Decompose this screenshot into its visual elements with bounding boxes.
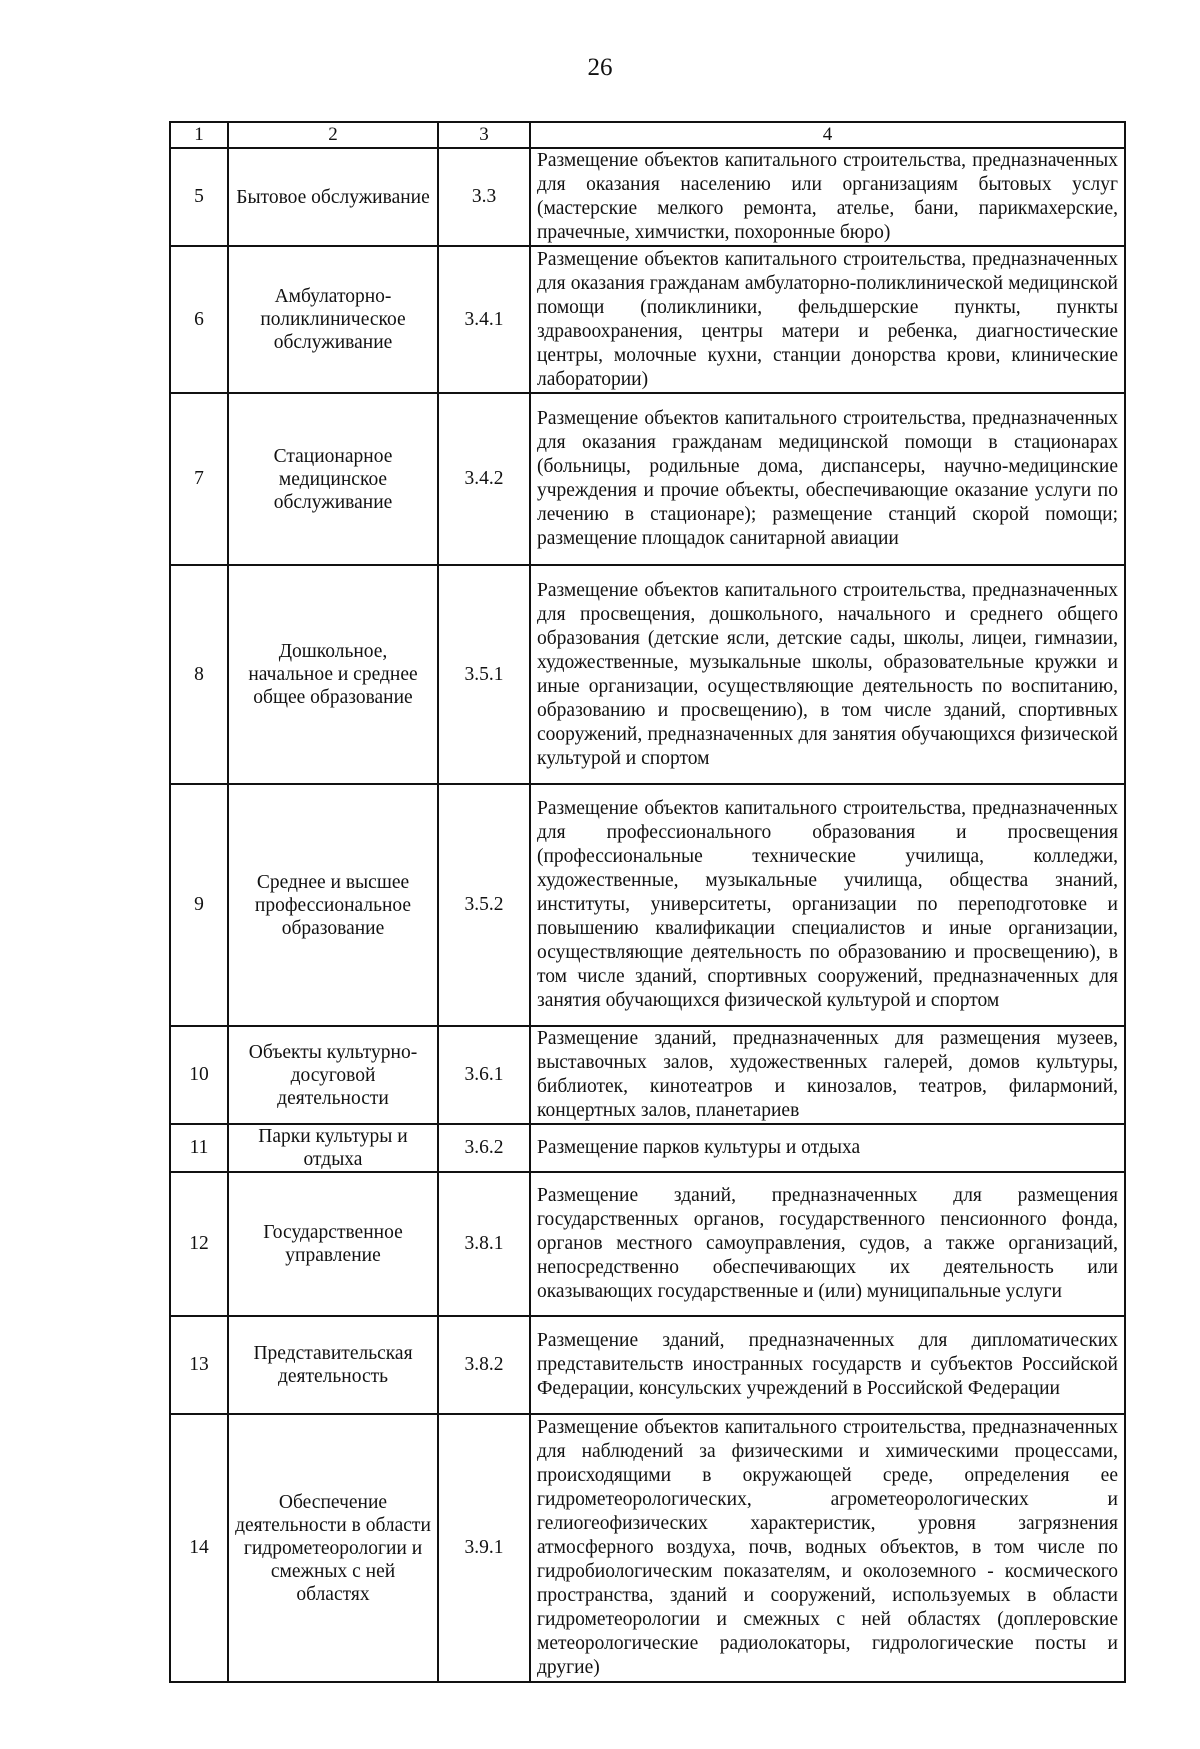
- table-row: [170, 565, 1125, 784]
- row-number: 11: [170, 1124, 228, 1172]
- row-number: 13: [170, 1316, 228, 1414]
- use-type-description: Размещение объектов капитального строительства, предназначенных для просвещения, дошкольного, начального и среднего общего образования (детские ясли, детские сады, школы, лицеи, гимназии, художественные, музыкальные школы, образовательные кружки и иные организации, осуществляющие деятельность по воспитанию, образованию и просвещению), в том числе зданий, спортивных сооружений, предназначенных для занятия обучающихся физической культурой и спортом: [530, 565, 1125, 784]
- row-number: 7: [170, 393, 228, 565]
- use-type-description: Размещение зданий, предназначенных для размещения музеев, выставочных залов, художественных галерей, домов культуры, библиотек, кинотеатров и кинозалов, театров, филармоний, концертных залов, планетариев: [530, 1026, 1125, 1124]
- use-type-name: Парки культуры и отдыха: [228, 1124, 438, 1172]
- use-type-description: Размещение зданий, предназначенных для дипломатических представительств иностранных государств и субъектов Российской Федерации, консульских учреждений в Российской Федерации: [530, 1316, 1125, 1414]
- use-type-name: Обеспечение деятельности в области гидрометеорологии и смежных с ней областях: [228, 1414, 438, 1682]
- table-row: [170, 1172, 1125, 1316]
- row-number: 10: [170, 1026, 228, 1124]
- row-number: 6: [170, 246, 228, 393]
- page-number: 26: [587, 54, 613, 81]
- table-row: [170, 784, 1125, 1026]
- use-type-name: Среднее и высшее профессиональное образование: [228, 784, 438, 1026]
- row-number: 9: [170, 784, 228, 1026]
- use-type-description: Размещение парков культуры и отдыха: [530, 1124, 1125, 1172]
- use-type-description: Размещение объектов капитального строительства, предназначенных для наблюдений за физическими и химическими процессами, происходящими в окружающей среде, определения ее гидрометеорологических, агрометеорологических и гелиогеофизических характеристик, уровня загрязнения атмосферного воздуха, почв, водных объектов, в том числе по гидробиологическим показателям, и околоземного - космического пространства, зданий и сооружений, используемых в области гидрометеорологии и смежных с ней областях (доплеровские метеорологические радиолокаторы, гидрологические посты и другие): [530, 1414, 1125, 1682]
- row-number: 5: [170, 148, 228, 246]
- use-type-code: 3.6.1: [438, 1026, 530, 1124]
- use-type-description: Размещение объектов капитального строительства, предназначенных для оказания населению или организациям бытовых услуг (мастерские мелкого ремонта, ателье, бани, парикмахерские, прачечные, химчистки, похоронные бюро): [530, 148, 1125, 246]
- use-type-code: 3.5.2: [438, 784, 530, 1026]
- use-type-name: Дошкольное, начальное и среднее общее образование: [228, 565, 438, 784]
- use-type-description: Размещение объектов капитального строительства, предназначенных для оказания гражданам амбулаторно-поликлинической медицинской помощи (поликлиники, фельдшерские пункты, пункты здравоохранения, центры матери и ребенка, диагностические центры, молочные кухни, станции донорства крови, клинические лаборатории): [530, 246, 1125, 393]
- land-use-table: [169, 121, 1126, 1683]
- use-type-code: 3.3: [438, 148, 530, 246]
- table-row: [170, 1316, 1125, 1414]
- table-row: [170, 1414, 1125, 1682]
- use-type-code: 3.9.1: [438, 1414, 530, 1682]
- row-number: 12: [170, 1172, 228, 1316]
- use-type-description: Размещение зданий, предназначенных для размещения государственных органов, государственного пенсионного фонда, органов местного самоуправления, судов, а также организаций, непосредственно обеспечивающих их деятельность или оказывающих государственные и (или) муниципальные услуги: [530, 1172, 1125, 1316]
- table-row: [170, 1124, 1125, 1172]
- use-type-code: 3.6.2: [438, 1124, 530, 1172]
- use-type-name: Объекты культурно-досуговой деятельности: [228, 1026, 438, 1124]
- use-type-description: Размещение объектов капитального строительства, предназначенных для оказания гражданам медицинской помощи в стационарах (больницы, родильные дома, диспансеры, научно-медицинские учреждения и прочие объекты, обеспечивающие оказание услуги по лечению в стационаре); размещение станций скорой помощи; размещение площадок санитарной авиации: [530, 393, 1125, 565]
- header-col-2: 2: [228, 122, 438, 148]
- use-type-name: Стационарное медицинское обслуживание: [228, 393, 438, 565]
- table-row: [170, 1026, 1125, 1124]
- use-type-description: Размещение объектов капитального строительства, предназначенных для профессионального образования и просвещения (профессиональные технические училища, колледжи, художественные, музыкальные училища, общества знаний, институты, университеты, организации по переподготовке и повышению квалификации специалистов и иные организации, осуществляющие деятельность по образованию и просвещению), в том числе зданий, спортивных сооружений, предназначенных для занятия обучающихся физической культурой и спортом: [530, 784, 1125, 1026]
- row-number: 8: [170, 565, 228, 784]
- use-type-name: Представительская деятельность: [228, 1316, 438, 1414]
- row-number: 14: [170, 1414, 228, 1682]
- use-type-code: 3.4.2: [438, 393, 530, 565]
- use-type-name: Государственное управление: [228, 1172, 438, 1316]
- use-type-code: 3.4.1: [438, 246, 530, 393]
- header-col-4: 4: [530, 122, 1125, 148]
- use-type-code: 3.8.2: [438, 1316, 530, 1414]
- table-header-row: [170, 122, 1125, 148]
- table-row: [170, 148, 1125, 246]
- use-type-code: 3.8.1: [438, 1172, 530, 1316]
- header-col-1: 1: [170, 122, 228, 148]
- table-row: [170, 246, 1125, 393]
- use-type-code: 3.5.1: [438, 565, 530, 784]
- header-col-3: 3: [438, 122, 530, 148]
- use-type-name: Амбулаторно-поликлиническое обслуживание: [228, 246, 438, 393]
- table-row: [170, 393, 1125, 565]
- use-type-name: Бытовое обслуживание: [228, 148, 438, 246]
